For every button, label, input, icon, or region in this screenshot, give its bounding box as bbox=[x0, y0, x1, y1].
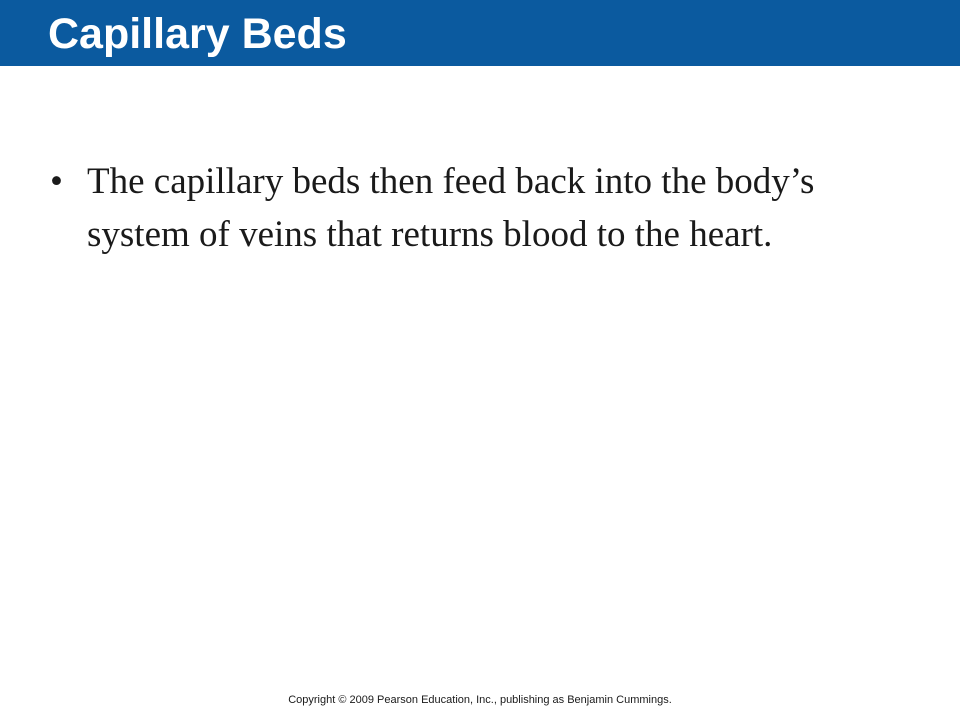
bullet-list bbox=[0, 155, 960, 261]
copyright-footer: Copyright © 2009 Pearson Education, Inc., publishing as Benjamin Cummings. bbox=[288, 694, 672, 706]
slide-content bbox=[0, 155, 960, 261]
bullet-item bbox=[0, 155, 917, 261]
bullet-text: The capillary beds then feed back into the body’s system of veins that returns blood to the heart. bbox=[87, 161, 815, 255]
slide-title: Capillary Beds bbox=[48, 10, 347, 58]
title-bar bbox=[0, 0, 960, 66]
bullet-point-icon: • bbox=[50, 161, 63, 202]
